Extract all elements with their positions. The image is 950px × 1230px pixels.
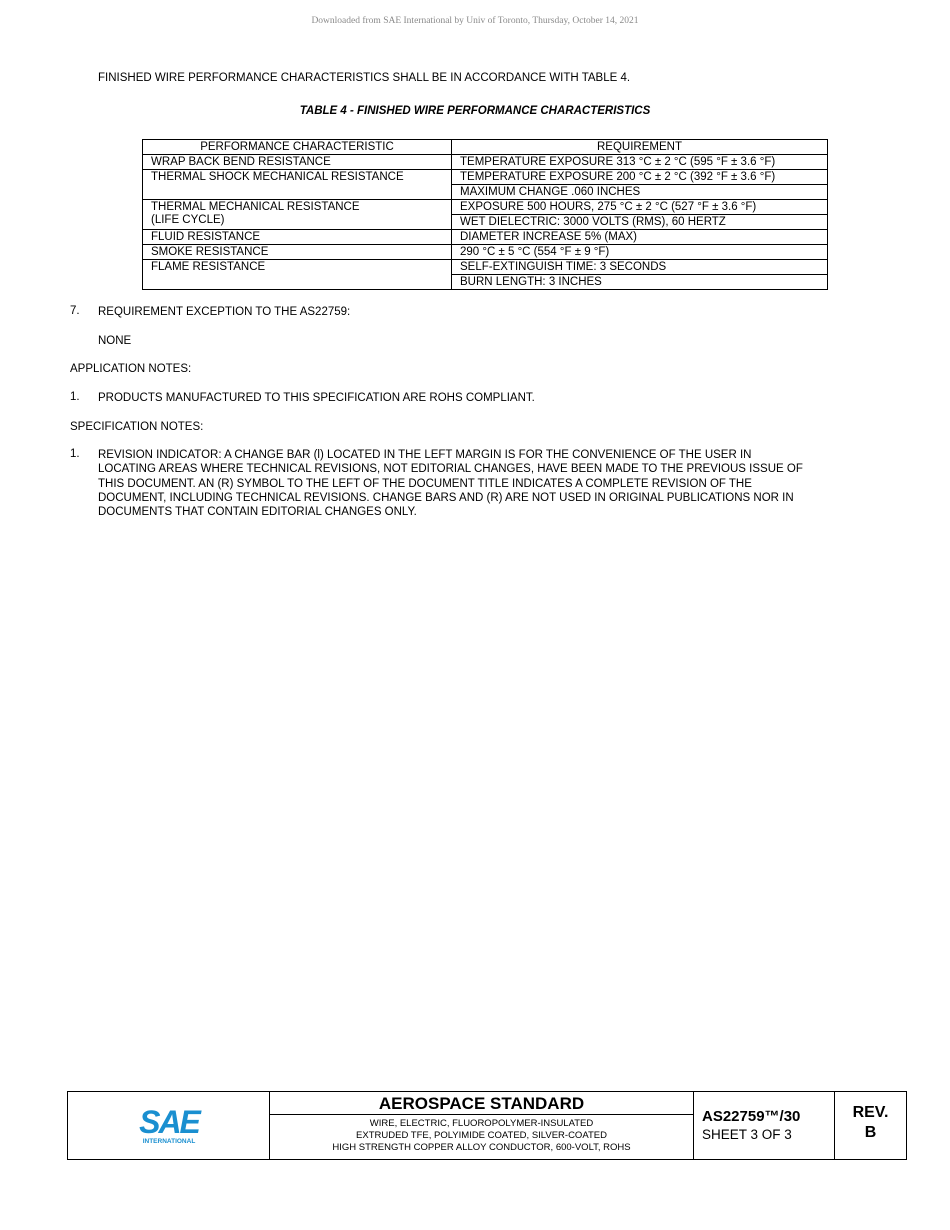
application-notes-heading: APPLICATION NOTES: <box>70 363 192 375</box>
table-row <box>143 155 828 170</box>
note-line: DOCUMENTS THAT CONTAIN EDITORIAL CHANGES ONLY. <box>98 506 417 519</box>
subtitle-line: EXTRUDED TFE, POLYIMIDE COATED, SILVER-COATED <box>356 1130 607 1141</box>
title-block <box>67 1091 907 1160</box>
requirement-cell: TEMPERATURE EXPOSURE 200 °C ± 2 °C (392 °F ± 3.6 °F) <box>452 170 828 185</box>
logo-subtext: INTERNATIONAL <box>142 1138 196 1145</box>
intro-text: FINISHED WIRE PERFORMANCE CHARACTERISTICS SHALL BE IN ACCORDANCE WITH TABLE 4. <box>98 72 631 84</box>
note-line: DOCUMENT, INCLUDING TECHNICAL REVISIONS. CHANGE BARS AND (R) ARE NOT USED IN ORIGINAL PUBLICATIONS NOR IN <box>98 491 794 504</box>
performance-table <box>142 139 828 290</box>
table-header-requirement: REQUIREMENT <box>452 140 828 155</box>
specification-note-number: 1. <box>70 448 80 460</box>
requirement-cell: EXPOSURE 500 HOURS, 275 °C ± 2 °C (527 °F ± 3.6 °F) <box>452 200 828 215</box>
requirement-cell: SELF-EXTINGUISH TIME: 3 SECONDS <box>452 260 828 275</box>
title-cell <box>270 1092 694 1159</box>
table-header-row <box>143 140 828 155</box>
table-row <box>143 260 828 275</box>
requirement-cell: DIAMETER INCREASE 5% (MAX) <box>452 230 828 245</box>
requirement-cell: 290 °C ± 5 °C (554 °F ± 9 °F) <box>452 245 828 260</box>
table-row <box>143 170 828 185</box>
table-caption: TABLE 4 - FINISHED WIRE PERFORMANCE CHARACTERISTICS <box>299 105 651 117</box>
requirement-cell: TEMPERATURE EXPOSURE 313 °C ± 2 °C (595 °F ± 3.6 °F) <box>452 155 828 170</box>
sae-logo <box>136 1106 202 1146</box>
document-number: AS22759™/30 <box>702 1108 801 1125</box>
revision-cell <box>835 1092 906 1159</box>
characteristic-line: THERMAL MECHANICAL RESISTANCE <box>151 201 360 213</box>
specification-notes-heading: SPECIFICATION NOTES: <box>70 421 204 433</box>
section-7-title: REQUIREMENT EXCEPTION TO THE AS22759: <box>98 306 351 318</box>
revision-value: B <box>864 1124 877 1141</box>
note-line: THIS DOCUMENT. AN (R) SYMBOL TO THE LEFT OF THE DOCUMENT TITLE INDICATES A COMPLETE REVISION OF THE <box>98 477 752 490</box>
specification-note-text <box>98 448 888 519</box>
section-7-body: NONE <box>98 335 132 347</box>
characteristic-cell: FLAME RESISTANCE <box>143 260 452 290</box>
table-row <box>143 245 828 260</box>
application-note-number: 1. <box>70 391 80 403</box>
download-watermark: Downloaded from SAE International by Univ of Toronto, Thursday, October 14, 2021 <box>311 16 639 26</box>
standard-title: AEROSPACE STANDARD <box>270 1092 693 1115</box>
note-line: REVISION INDICATOR: A CHANGE BAR (l) LOCATED IN THE LEFT MARGIN IS FOR THE CONVENIENCE OF THE USER IN <box>98 449 752 461</box>
standard-subtitle <box>270 1115 693 1154</box>
sheet-number: SHEET 3 OF 3 <box>702 1127 792 1142</box>
logo-text: SAE <box>139 1106 199 1140</box>
subtitle-line: WIRE, ELECTRIC, FLUOROPOLYMER-INSULATED <box>369 1118 594 1129</box>
characteristic-cell: SMOKE RESISTANCE <box>143 245 452 260</box>
document-number-cell <box>694 1092 835 1159</box>
logo-cell <box>68 1092 270 1159</box>
requirement-cell: WET DIELECTRIC: 3000 VOLTS (RMS), 60 HERTZ <box>452 215 828 230</box>
requirement-cell: BURN LENGTH: 3 INCHES <box>452 275 828 290</box>
application-note-text: PRODUCTS MANUFACTURED TO THIS SPECIFICATION ARE ROHS COMPLIANT. <box>98 392 535 404</box>
characteristic-cell: THERMAL SHOCK MECHANICAL RESISTANCE <box>143 170 452 200</box>
characteristic-cell: WRAP BACK BEND RESISTANCE <box>143 155 452 170</box>
note-line: LOCATING AREAS WHERE TECHNICAL REVISIONS, NOT EDITORIAL CHANGES, HAVE BEEN MADE TO THE PREVIOUS ISSUE OF <box>98 463 803 476</box>
section-7-number: 7. <box>70 305 80 317</box>
characteristic-line: (LIFE CYCLE) <box>151 214 225 226</box>
revision-label: REV. <box>852 1104 889 1121</box>
table-row <box>143 230 828 245</box>
table-header-characteristic: PERFORMANCE CHARACTERISTIC <box>143 140 452 155</box>
subtitle-line: HIGH STRENGTH COPPER ALLOY CONDUCTOR, 600-VOLT, ROHS <box>332 1142 631 1153</box>
table-row <box>143 200 828 215</box>
requirement-cell: MAXIMUM CHANGE .060 INCHES <box>452 185 828 200</box>
characteristic-cell <box>143 200 452 230</box>
characteristic-cell: FLUID RESISTANCE <box>143 230 452 245</box>
